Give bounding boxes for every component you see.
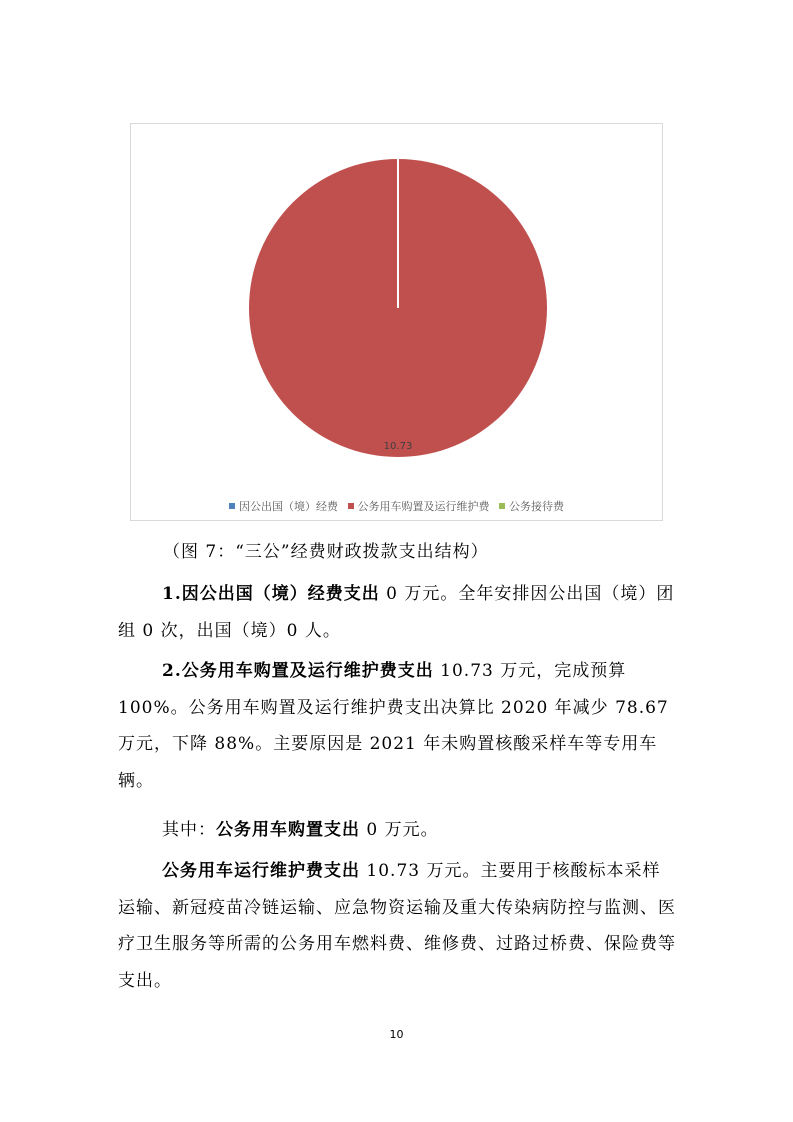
legend-swatch-overseas <box>229 503 235 509</box>
text-overseas: 0 万元。全年安排因公出国（境）团组 0 次，出国（境）0 人。 <box>118 584 675 641</box>
pie-chart <box>130 123 663 521</box>
legend-item-vehicle <box>348 498 490 514</box>
legend-swatch-vehicle <box>348 503 354 509</box>
paragraph-vehicle-purchase <box>118 812 678 849</box>
paragraph-overseas <box>118 576 678 649</box>
chart-legend <box>131 498 662 514</box>
prefix-vehicle-purchase: 其中： <box>162 820 216 840</box>
legend-item-reception <box>499 498 564 514</box>
legend-swatch-reception <box>499 503 505 509</box>
heading-vehicle: 2.公务用车购置及运行维护费支出 <box>162 661 434 681</box>
text-vehicle: 10.73 万元，完成预算 100%。公务用车购置及运行维护费支出决算比 2020 年减少 78.67 万元，下降 88%。主要原因是 2021 年未购置核酸采样车等专用车辆。 <box>118 661 669 791</box>
legend-label-reception: 公务接待费 <box>509 500 564 513</box>
heading-vehicle-purchase: 公务用车购置支出 <box>216 820 360 840</box>
heading-vehicle-maintenance: 公务用车运行维护费支出 <box>162 861 360 881</box>
legend-label-overseas: 因公出国（境）经费 <box>239 500 338 513</box>
legend-label-vehicle: 公务用车购置及运行维护费 <box>357 500 490 513</box>
pie-chart-canvas <box>131 124 664 522</box>
text-vehicle-purchase: 0 万元。 <box>360 820 439 840</box>
pie-data-label-vehicle: 10.73 <box>383 441 413 452</box>
paragraph-vehicle <box>118 653 678 799</box>
legend-item-overseas <box>229 498 338 514</box>
paragraph-vehicle-maintenance <box>118 853 678 999</box>
text-vehicle-maintenance: 10.73 万元。主要用于核酸标本采样运输、新冠疫苗冷链运输、应急物资运输及重大传染病防控与监测、医疗卫生服务等所需的公务用车燃料费、维修费、过路过桥费、保险费等支出。 <box>118 861 676 991</box>
page-number: 10 <box>389 1028 404 1041</box>
heading-overseas: 1.因公出国（境）经费支出 <box>162 584 380 604</box>
figure-caption: （图 7：“三公”经费财政拨款支出结构） <box>163 542 489 562</box>
